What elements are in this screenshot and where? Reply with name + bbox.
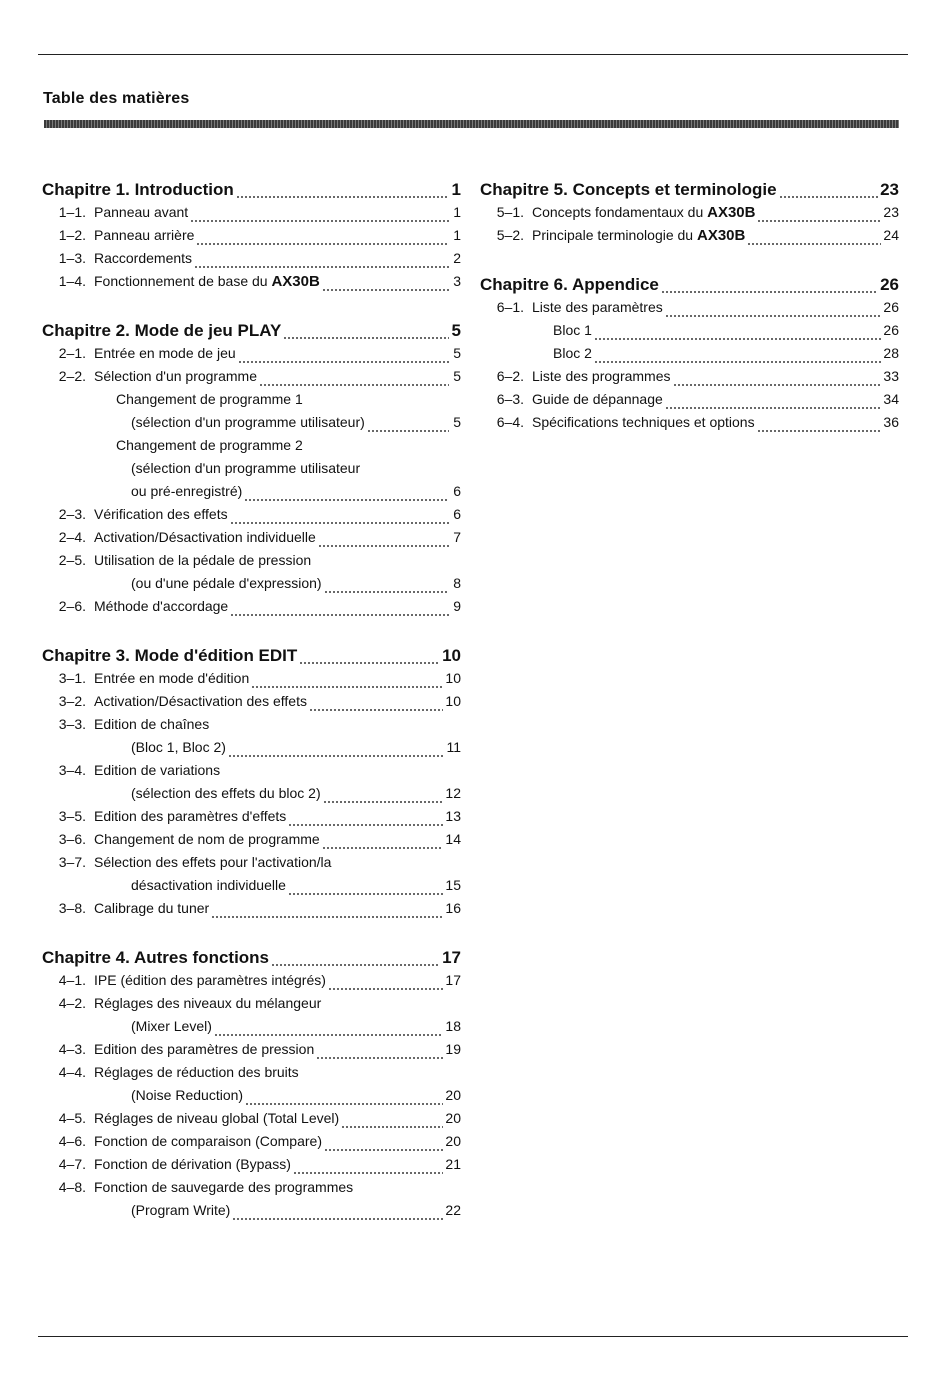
toc-entry[interactable] bbox=[42, 204, 461, 227]
entry-label bbox=[42, 414, 365, 430]
page-number: 23 bbox=[880, 180, 899, 199]
page-number: 1 bbox=[451, 180, 461, 199]
entry-label bbox=[42, 460, 360, 476]
entry-text: Guide de dépannage bbox=[532, 391, 663, 407]
entry-text: Méthode d'accordage bbox=[94, 598, 229, 614]
entry-text: Réglages des niveaux du mélangeur bbox=[94, 995, 322, 1011]
dot-leader bbox=[190, 204, 449, 227]
dot-leader bbox=[324, 575, 449, 598]
toc-entry[interactable] bbox=[42, 716, 461, 739]
entry-text: Entrée en mode de jeu bbox=[94, 345, 236, 361]
entry-number: 6–3. bbox=[496, 391, 524, 407]
page-number: 22 bbox=[445, 1202, 461, 1218]
entry-label bbox=[42, 1087, 243, 1103]
toc-entry[interactable] bbox=[42, 1133, 461, 1156]
toc-entry[interactable] bbox=[42, 762, 461, 785]
page-number: 20 bbox=[445, 1133, 461, 1149]
page-number: 16 bbox=[445, 900, 461, 916]
page-number: 15 bbox=[445, 877, 461, 893]
entry-text: Sélection des effets pour l'activation/la bbox=[94, 854, 332, 870]
dot-leader bbox=[271, 948, 440, 971]
toc-entry[interactable] bbox=[42, 670, 461, 693]
dot-leader bbox=[316, 1041, 443, 1064]
entry-number: 4–6. bbox=[58, 1133, 86, 1149]
toc-entry[interactable] bbox=[480, 391, 899, 414]
entry-text: Chapitre 2. Mode de jeu PLAY bbox=[42, 321, 282, 340]
entry-text: Entrée en mode d'édition bbox=[94, 670, 250, 686]
toc-chapter[interactable] bbox=[480, 275, 899, 298]
entry-text: Chapitre 1. Introduction bbox=[42, 180, 234, 199]
entry-text: Vérification des effets bbox=[94, 506, 228, 522]
page-number: 7 bbox=[453, 529, 461, 545]
entry-label bbox=[532, 391, 663, 407]
entry-text: Concepts fondamentaux du bbox=[532, 204, 704, 220]
toc-left-column bbox=[42, 180, 461, 1225]
entry-text: Utilisation de la pédale de pression bbox=[94, 552, 312, 568]
entry-label bbox=[532, 299, 663, 315]
entry-text: Chapitre 6. Appendice bbox=[480, 275, 659, 294]
toc-entry[interactable] bbox=[480, 227, 899, 250]
entry-number: 4–7. bbox=[58, 1156, 86, 1172]
entry-text: Changement de nom de programme bbox=[94, 831, 320, 847]
toc-chapter[interactable] bbox=[42, 646, 461, 669]
toc-entry[interactable] bbox=[42, 900, 461, 923]
dot-leader bbox=[309, 693, 443, 716]
entry-label bbox=[94, 972, 326, 988]
entry-number: 1–4. bbox=[58, 273, 86, 289]
entry-number: 2–2. bbox=[58, 368, 86, 384]
dot-leader bbox=[367, 414, 449, 437]
entry-label bbox=[94, 762, 220, 778]
toc-entry[interactable] bbox=[42, 345, 461, 368]
page-number: 6 bbox=[453, 506, 461, 522]
dot-leader bbox=[283, 321, 449, 344]
title-bar bbox=[44, 120, 899, 128]
dot-leader bbox=[318, 529, 449, 552]
toc-entry[interactable] bbox=[42, 1064, 461, 1087]
entry-label bbox=[94, 1133, 322, 1149]
toc-entry[interactable] bbox=[480, 299, 899, 322]
entry-label bbox=[532, 368, 671, 384]
toc-entry[interactable] bbox=[42, 483, 461, 506]
entry-label bbox=[480, 180, 777, 200]
dot-leader bbox=[214, 1018, 444, 1041]
page-number: 10 bbox=[442, 646, 461, 665]
toc-entry[interactable] bbox=[42, 414, 461, 437]
entry-number: 2–1. bbox=[58, 345, 86, 361]
entry-text: Réglages de réduction des bruits bbox=[94, 1064, 299, 1080]
page-number: 5 bbox=[453, 368, 461, 384]
toc-entry[interactable] bbox=[42, 552, 461, 575]
page-number: 26 bbox=[883, 322, 899, 338]
toc-entry[interactable] bbox=[42, 368, 461, 391]
page-number: 26 bbox=[883, 299, 899, 315]
dot-leader bbox=[757, 204, 881, 227]
entry-text: ou pré-enregistré) bbox=[131, 483, 243, 499]
entry-number: 4–3. bbox=[58, 1041, 86, 1057]
toc-entry[interactable] bbox=[42, 575, 461, 598]
toc-entry[interactable] bbox=[42, 785, 461, 808]
entry-label bbox=[94, 716, 209, 732]
entry-label bbox=[42, 437, 303, 453]
dot-leader bbox=[322, 273, 449, 296]
section-gap bbox=[42, 296, 461, 321]
entry-label bbox=[94, 995, 321, 1011]
dot-leader bbox=[665, 391, 882, 414]
dot-leader bbox=[251, 670, 443, 693]
entry-label bbox=[42, 575, 322, 591]
entry-label bbox=[42, 646, 297, 666]
page-number: 19 bbox=[445, 1041, 461, 1057]
dot-leader bbox=[196, 227, 449, 250]
toc-entry[interactable] bbox=[42, 273, 461, 296]
page-number: 20 bbox=[445, 1110, 461, 1126]
toc-entry[interactable] bbox=[42, 693, 461, 716]
dot-leader bbox=[324, 1133, 443, 1156]
entry-number: 3–8. bbox=[58, 900, 86, 916]
entry-number: 3–6. bbox=[58, 831, 86, 847]
dot-leader bbox=[323, 785, 444, 808]
entry-label bbox=[532, 227, 745, 244]
entry-label bbox=[94, 1064, 299, 1080]
toc-entry[interactable] bbox=[480, 345, 899, 368]
dot-leader bbox=[322, 831, 444, 854]
entry-text: (Noise Reduction) bbox=[131, 1087, 244, 1103]
entry-label bbox=[42, 877, 286, 893]
entry-label bbox=[42, 1018, 212, 1034]
page-number: 1 bbox=[453, 227, 461, 243]
dot-leader bbox=[328, 972, 444, 995]
entry-text: (Program Write) bbox=[131, 1202, 231, 1218]
toc-entry[interactable] bbox=[42, 598, 461, 621]
toc-entry[interactable] bbox=[42, 1179, 461, 1202]
entry-number: 1–2. bbox=[58, 227, 86, 243]
entry-number: 4–2. bbox=[58, 995, 86, 1011]
entry-label bbox=[532, 414, 755, 430]
entry-label bbox=[94, 598, 228, 614]
entry-label bbox=[94, 227, 194, 243]
toc-entry[interactable] bbox=[480, 368, 899, 391]
entry-text: Fonction de dérivation (Bypass) bbox=[94, 1156, 291, 1172]
entry-text: Raccordements bbox=[94, 250, 193, 266]
dot-leader bbox=[594, 345, 882, 368]
dot-leader bbox=[259, 368, 449, 391]
entry-number: 2–5. bbox=[58, 552, 86, 568]
toc-entry[interactable] bbox=[42, 972, 461, 995]
page-number: 33 bbox=[883, 368, 899, 384]
entry-label bbox=[94, 808, 286, 824]
toc-entry[interactable] bbox=[42, 1087, 461, 1110]
toc-entry[interactable] bbox=[480, 414, 899, 437]
toc-entry[interactable] bbox=[42, 506, 461, 529]
entry-text: Panneau avant bbox=[94, 204, 189, 220]
entry-text: IPE (édition des paramètres intégrés) bbox=[94, 972, 326, 988]
bottom-rule bbox=[38, 1336, 908, 1337]
entry-text: Fonction de comparaison (Compare) bbox=[94, 1133, 322, 1149]
entry-number: 1–3. bbox=[58, 250, 86, 266]
toc-entry[interactable] bbox=[42, 391, 461, 414]
entry-number: 4–5. bbox=[58, 1110, 86, 1126]
entry-label bbox=[94, 345, 236, 361]
entry-label bbox=[480, 345, 592, 361]
toc-entry[interactable] bbox=[42, 1110, 461, 1133]
page-number: 9 bbox=[453, 598, 461, 614]
model-name: AX30B bbox=[271, 273, 320, 290]
entry-number: 3–7. bbox=[58, 854, 86, 870]
dot-leader bbox=[232, 1202, 443, 1225]
entry-label bbox=[42, 739, 226, 755]
entry-label bbox=[94, 670, 249, 686]
page-number: 1 bbox=[453, 204, 461, 220]
entry-label bbox=[94, 250, 192, 266]
toc-entry[interactable] bbox=[42, 877, 461, 900]
dot-leader bbox=[665, 299, 882, 322]
page-number: 34 bbox=[883, 391, 899, 407]
entry-label bbox=[94, 506, 228, 522]
toc-entry[interactable] bbox=[42, 1041, 461, 1064]
page-number: 14 bbox=[445, 831, 461, 847]
entry-label bbox=[94, 204, 188, 220]
dot-leader bbox=[288, 808, 443, 831]
model-name: AX30B bbox=[707, 204, 756, 221]
entry-label bbox=[94, 854, 331, 870]
model-name: AX30B bbox=[696, 227, 746, 244]
page-number: 11 bbox=[446, 739, 461, 755]
toc-entry[interactable] bbox=[42, 831, 461, 854]
entry-text: Liste des paramètres bbox=[532, 299, 663, 315]
toc-entry[interactable] bbox=[42, 227, 461, 250]
entry-label bbox=[42, 483, 242, 499]
entry-text: (Mixer Level) bbox=[131, 1018, 212, 1034]
dot-leader bbox=[293, 1156, 444, 1179]
dot-leader bbox=[238, 345, 449, 368]
page-number: 5 bbox=[453, 345, 461, 361]
entry-text: Changement de programme 1 bbox=[116, 391, 303, 407]
entry-label bbox=[94, 831, 320, 847]
entry-text: Edition de variations bbox=[94, 762, 221, 778]
entry-label bbox=[94, 273, 320, 290]
dot-leader bbox=[779, 180, 878, 203]
toc-entry[interactable] bbox=[42, 854, 461, 877]
dot-leader bbox=[228, 739, 445, 762]
entry-number: 4–4. bbox=[58, 1064, 86, 1080]
toc-entry[interactable] bbox=[480, 204, 899, 227]
section-gap bbox=[42, 923, 461, 948]
dot-leader bbox=[211, 900, 443, 923]
entry-label bbox=[94, 1156, 291, 1172]
dot-leader bbox=[245, 1087, 443, 1110]
toc-entry[interactable] bbox=[42, 1156, 461, 1179]
toc-entry[interactable] bbox=[42, 739, 461, 762]
page-number: 24 bbox=[883, 227, 899, 243]
entry-label bbox=[42, 1202, 230, 1218]
page-number: 17 bbox=[442, 948, 461, 967]
entry-text: désactivation individuelle bbox=[131, 877, 286, 893]
entry-text: Chapitre 5. Concepts et terminologie bbox=[480, 180, 777, 199]
entry-text: Edition des paramètres de pression bbox=[94, 1041, 315, 1057]
entry-label bbox=[42, 391, 303, 407]
entry-text: Edition de chaînes bbox=[94, 716, 210, 732]
dot-leader bbox=[299, 646, 440, 669]
entry-text: Bloc 2 bbox=[553, 345, 592, 361]
dot-leader bbox=[244, 483, 449, 506]
dot-leader bbox=[757, 414, 882, 437]
dot-leader bbox=[673, 368, 882, 391]
entry-text: Spécifications techniques et options bbox=[532, 414, 755, 430]
page-number: 12 bbox=[445, 785, 461, 801]
dot-leader bbox=[230, 598, 449, 621]
entry-text: Activation/Désactivation individuelle bbox=[94, 529, 316, 545]
toc-chapter[interactable] bbox=[42, 180, 461, 203]
entry-text: Edition des paramètres d'effets bbox=[94, 808, 287, 824]
page-number: 28 bbox=[883, 345, 899, 361]
toc-right-column bbox=[480, 180, 899, 437]
page-number: 13 bbox=[445, 808, 461, 824]
page-number: 5 bbox=[453, 414, 461, 430]
entry-number: 6–4. bbox=[496, 414, 524, 430]
entry-text: Chapitre 3. Mode d'édition EDIT bbox=[42, 646, 298, 665]
top-rule bbox=[38, 54, 908, 55]
entry-label bbox=[94, 368, 257, 384]
toc-entry[interactable] bbox=[42, 437, 461, 460]
toc-entry[interactable] bbox=[42, 1202, 461, 1225]
toc-entry[interactable] bbox=[480, 322, 899, 345]
page-number: 2 bbox=[453, 250, 461, 266]
page-title: Table des matières bbox=[43, 90, 190, 107]
entry-number: 5–2. bbox=[496, 227, 524, 243]
entry-label bbox=[94, 900, 209, 916]
page-number: 5 bbox=[451, 321, 461, 340]
toc-entry[interactable] bbox=[42, 529, 461, 552]
entry-label bbox=[94, 529, 316, 545]
toc-entry[interactable] bbox=[42, 460, 461, 483]
entry-number: 3–2. bbox=[58, 693, 86, 709]
entry-number: 2–6. bbox=[58, 598, 86, 614]
entry-text: Liste des programmes bbox=[532, 368, 671, 384]
entry-text: Fonction de sauvegarde des programmes bbox=[94, 1179, 354, 1195]
entry-text: Sélection d'un programme bbox=[94, 368, 257, 384]
page-number: 10 bbox=[445, 693, 461, 709]
entry-text: Réglages de niveau global (Total Level) bbox=[94, 1110, 340, 1126]
dot-leader bbox=[236, 180, 449, 203]
page-number: 8 bbox=[453, 575, 461, 591]
dot-leader bbox=[288, 877, 444, 900]
entry-label bbox=[94, 552, 311, 568]
dot-leader bbox=[661, 275, 878, 298]
entry-label bbox=[94, 693, 307, 709]
page-number: 18 bbox=[445, 1018, 461, 1034]
entry-number: 3–4. bbox=[58, 762, 86, 778]
page-number: 17 bbox=[445, 972, 461, 988]
entry-number: 3–3. bbox=[58, 716, 86, 732]
entry-label bbox=[94, 1110, 339, 1126]
page-number: 6 bbox=[453, 483, 461, 499]
entry-number: 2–3. bbox=[58, 506, 86, 522]
section-gap bbox=[42, 621, 461, 646]
section-gap bbox=[480, 250, 899, 275]
entry-number: 6–1. bbox=[496, 299, 524, 315]
entry-label bbox=[42, 321, 281, 341]
page-number: 3 bbox=[453, 273, 461, 289]
entry-label bbox=[480, 275, 659, 295]
entry-label bbox=[42, 180, 234, 200]
toc-chapter[interactable] bbox=[42, 948, 461, 971]
entry-text: Activation/Désactivation des effets bbox=[94, 693, 307, 709]
entry-text: Bloc 1 bbox=[553, 322, 592, 338]
dot-leader bbox=[594, 322, 882, 345]
dot-leader bbox=[230, 506, 449, 529]
entry-text: Panneau arrière bbox=[94, 227, 195, 243]
entry-label bbox=[42, 785, 321, 801]
entry-label bbox=[480, 322, 592, 338]
toc-chapter[interactable] bbox=[42, 321, 461, 344]
dot-leader bbox=[747, 227, 881, 250]
page-number: 10 bbox=[445, 670, 461, 686]
entry-label bbox=[94, 1041, 314, 1057]
entry-text: (ou d'une pédale d'expression) bbox=[131, 575, 322, 591]
dot-leader bbox=[341, 1110, 443, 1133]
entry-text: Fonctionnement de base du bbox=[94, 273, 268, 289]
entry-text: Chapitre 4. Autres fonctions bbox=[42, 948, 270, 967]
entry-label bbox=[42, 948, 269, 968]
entry-number: 4–1. bbox=[58, 972, 86, 988]
toc-entry[interactable] bbox=[42, 1018, 461, 1041]
entry-number: 3–1. bbox=[58, 670, 86, 686]
toc-entry[interactable] bbox=[42, 250, 461, 273]
entry-text: Changement de programme 2 bbox=[116, 437, 303, 453]
entry-label bbox=[94, 1179, 353, 1195]
toc-entry[interactable] bbox=[42, 995, 461, 1018]
entry-number: 6–2. bbox=[496, 368, 524, 384]
entry-number: 1–1. bbox=[58, 204, 86, 220]
entry-text: Calibrage du tuner bbox=[94, 900, 210, 916]
entry-text: (sélection d'un programme utilisateur) bbox=[131, 414, 365, 430]
page-number: 20 bbox=[445, 1087, 461, 1103]
entry-text: Principale terminologie du bbox=[532, 227, 694, 243]
entry-number: 3–5. bbox=[58, 808, 86, 824]
page-number: 26 bbox=[880, 275, 899, 294]
entry-number: 4–8. bbox=[58, 1179, 86, 1195]
page-number: 21 bbox=[445, 1156, 461, 1172]
toc-entry[interactable] bbox=[42, 808, 461, 831]
entry-text: (Bloc 1, Bloc 2) bbox=[131, 739, 226, 755]
page-number: 23 bbox=[883, 204, 899, 220]
dot-leader bbox=[194, 250, 449, 273]
toc-chapter[interactable] bbox=[480, 180, 899, 203]
entry-number: 2–4. bbox=[58, 529, 86, 545]
entry-label bbox=[532, 204, 755, 221]
entry-text: (sélection d'un programme utilisateur bbox=[131, 460, 361, 476]
entry-text: (sélection des effets du bloc 2) bbox=[131, 785, 321, 801]
entry-number: 5–1. bbox=[496, 204, 524, 220]
page-number: 36 bbox=[883, 414, 899, 430]
